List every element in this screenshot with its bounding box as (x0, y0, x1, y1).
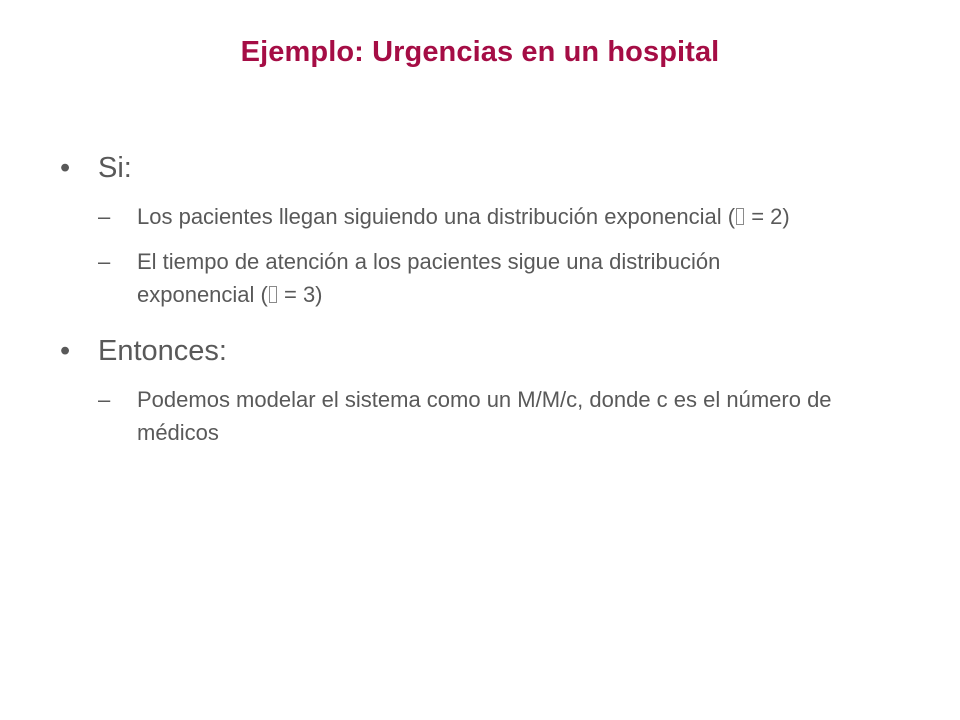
dash-icon: – (98, 204, 111, 229)
bullet-label: Si: (98, 152, 132, 184)
sub-item-model (98, 383, 837, 449)
sub-item-text-after: = 2) (745, 204, 790, 229)
bullet-si (60, 148, 910, 188)
sub-item-arrivals (98, 200, 837, 233)
sub-item-text: Podemos modelar el sistema como un M/M/c, donde c es el número de médicos (137, 387, 832, 445)
missing-glyph-icon (269, 286, 277, 303)
slide-title: Ejemplo: Urgencias en un hospital (240, 36, 720, 68)
sub-item-text-before: Los pacientes llegan siguiendo una distribución exponencial ( (137, 204, 736, 229)
sub-item-text-before: El tiempo de atención a los pacientes sigue una distribución exponencial ( (137, 249, 721, 307)
bullet-label: Entonces: (98, 335, 227, 367)
sub-item-service (98, 245, 837, 311)
missing-glyph-icon (736, 208, 744, 225)
bullet-icon: • (60, 335, 71, 367)
bullet-entonces (60, 331, 910, 371)
dash-icon: – (98, 387, 111, 412)
sub-item-text-after: = 3) (277, 282, 323, 307)
slide-content (60, 148, 910, 461)
bullet-icon: • (60, 152, 71, 184)
dash-icon: – (98, 249, 111, 274)
